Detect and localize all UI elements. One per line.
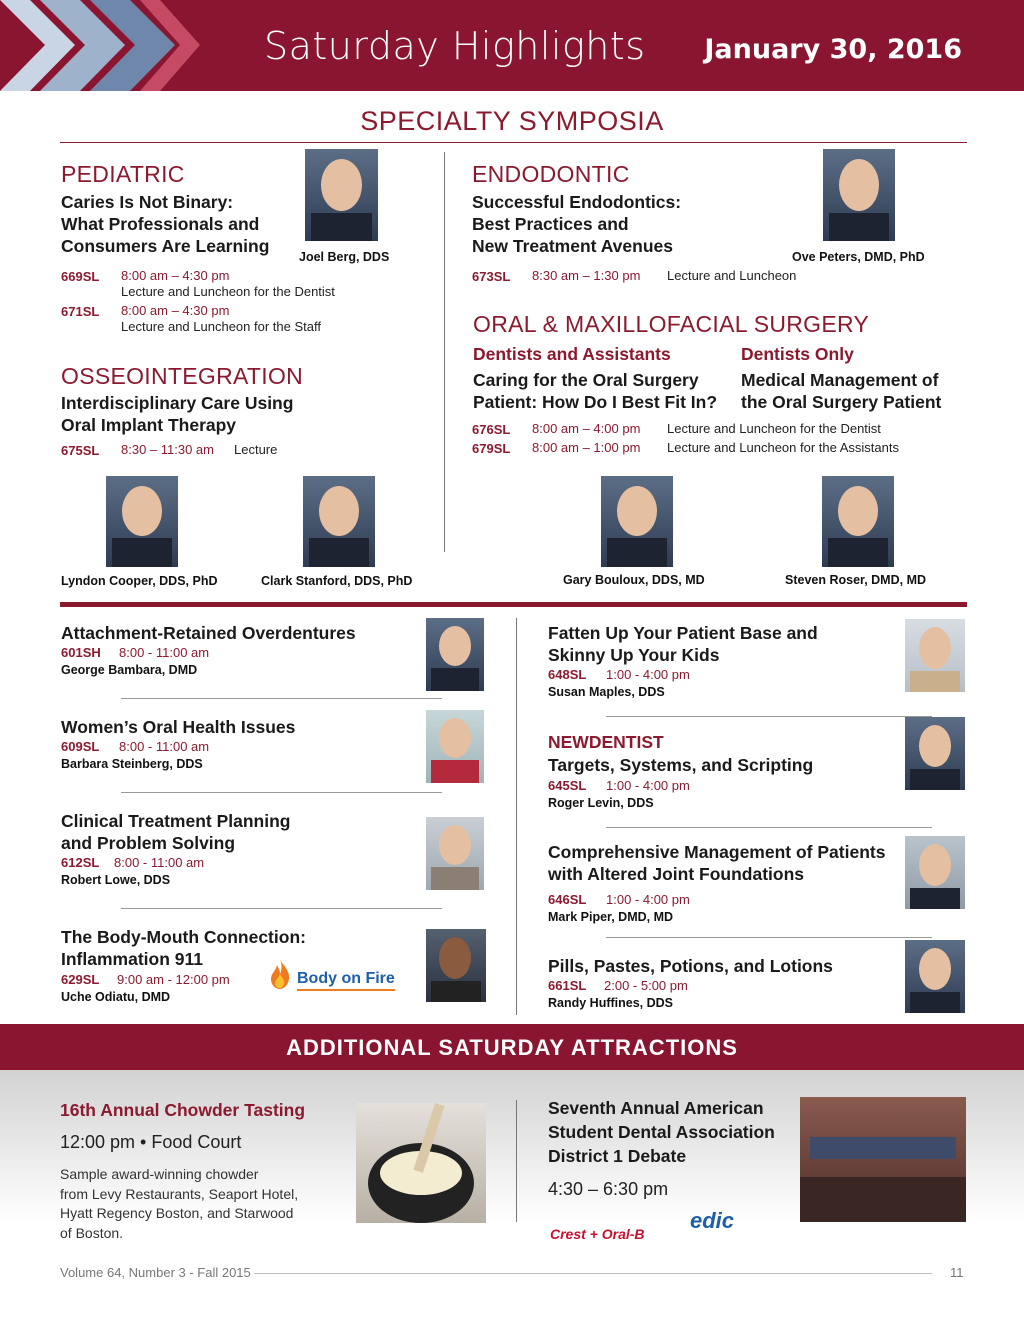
page-header [0,0,1024,91]
debate-time: 4:30 – 6:30 pm [548,1179,669,1199]
column-divider [516,618,517,1015]
course-time: 8:00 - 11:00 am [119,739,210,754]
endo-heading: ENDODONTIC [472,161,630,187]
course-time: 8:00 - 11:00 am [119,645,210,660]
page-title: Saturday Highlights [264,24,646,68]
attractions-title: ADDITIONAL SATURDAY ATTRACTIONS [286,1035,738,1060]
course-time: 1:00 - 4:00 pm [606,667,690,682]
course-desc: Lecture and Luncheon for the Staff [121,319,321,334]
speaker-photo [905,619,965,692]
course-code: 675SL [61,443,100,458]
speaker-name: Gary Bouloux, DDS, MD [563,573,705,587]
body-on-fire-logo: Body on Fire [297,970,395,991]
speaker-photo [905,940,965,1013]
course-time: 9:00 am - 12:00 pm [117,972,230,987]
course-title: Fatten Up Your Patient Base and Skinny Up Your Kids [548,623,818,665]
speaker-photo [303,476,375,567]
course-code: 645SL [548,778,587,793]
course-time: 2:00 - 5:00 pm [604,978,688,993]
speaker-photo [823,149,895,241]
course-code: 673SL [472,269,511,284]
newdentist-label: NEWDENTIST [548,732,664,752]
course-desc: Lecture and Luncheon [667,268,797,283]
course-title: Targets, Systems, and Scripting [548,755,814,775]
divider [121,698,442,699]
chowder-photo [356,1103,486,1223]
column-divider [516,1100,517,1222]
course-code: 676SL [472,422,511,437]
divider [606,827,932,828]
speaker-name: Steven Roser, DMD, MD [785,573,927,587]
course-code: 669SL [61,269,100,284]
issue-info: Volume 64, Number 3 - Fall 2015 [60,1265,251,1280]
speaker-photo [426,817,484,890]
course-title: Clinical Treatment Planning and Problem Solving [61,811,291,853]
course-title: The Body-Mouth Connection: Inflammation 911 [61,927,306,969]
speaker-photo [426,618,484,691]
divider [606,716,932,717]
column-divider [444,152,445,552]
divider [121,792,442,793]
course-title: Comprehensive Management of Patients with Altered Joint Foundations [548,842,886,884]
chowder-description: Sample award-winning chowder from Levy Restaurants, Seaport Hotel, Hyatt Regency Boston, and Starwood of Boston. [60,1166,299,1241]
pediatric-title: Caries Is Not Binary: What Professionals and Consumers Are Learning [61,192,270,256]
oral-left-title: Caring for the Oral Surgery Patient: How Do I Best Fit In? [473,370,718,412]
speaker-name: Clark Stanford, DDS, PhD [261,574,413,588]
course-time: 1:00 - 4:00 pm [606,892,690,907]
course-time: 8:00 - 11:00 am [114,855,205,870]
speaker-name: George Bambara, DMD [61,663,198,677]
pediatric-heading: PEDIATRIC [61,161,185,187]
speaker-name: Susan Maples, DDS [548,685,665,699]
symposia-title: SPECIALTY SYMPOSIA [360,106,664,136]
divider [606,937,932,938]
speaker-name: Ove Peters, DMD, PhD [792,250,925,264]
speaker-photo [822,476,894,567]
speaker-photo [426,710,484,783]
speaker-name: Barbara Steinberg, DDS [61,757,203,771]
course-code: 646SL [548,892,587,907]
chowder-title: 16th Annual Chowder Tasting [60,1100,306,1120]
debate-photo [800,1097,966,1222]
course-time: 8:00 am – 1:00 pm [532,440,641,455]
chevron-decoration [0,0,200,91]
course-title: Attachment-Retained Overdentures [61,623,356,643]
course-time: 8:00 am – 4:00 pm [532,421,641,436]
course-code: 601SH [61,645,101,660]
divider [121,908,442,909]
course-desc: Lecture and Luncheon for the Dentist [667,421,881,436]
speaker-name: Joel Berg, DDS [299,250,390,264]
audience-label: Dentists Only [741,344,854,364]
course-desc: Lecture and Luncheon for the Dentist [121,284,335,299]
course-time: 8:00 am – 4:30 pm [121,303,230,318]
page-number: 11 [950,1265,964,1280]
speaker-photo [905,717,965,790]
speaker-photo [305,149,378,241]
debate-title: Seventh Annual American Student Dental Association District 1 Debate [548,1098,775,1166]
course-code: 609SL [61,739,100,754]
course-code: 661SL [548,978,587,993]
event-date: January 30, 2016 [704,34,962,65]
course-code: 629SL [61,972,100,987]
speaker-name: Robert Lowe, DDS [61,873,171,887]
speaker-name: Uche Odiatu, DMD [61,990,171,1004]
speaker-name: Lyndon Cooper, DDS, PhD [61,574,218,588]
course-title: Pills, Pastes, Potions, and Lotions [548,956,833,976]
course-code: 648SL [548,667,587,682]
speaker-name: Mark Piper, DMD, MD [548,910,674,924]
course-time: 8:00 am – 4:30 pm [121,268,230,283]
audience-label: Dentists and Assistants [473,344,671,364]
speaker-name: Randy Huffines, DDS [548,996,674,1010]
osseo-title: Interdisciplinary Care Using Oral Implant Therapy [61,393,294,435]
course-code: 671SL [61,304,100,319]
edic-logo: edic [690,1208,735,1233]
osseo-heading: OSSEOINTEGRATION [61,363,304,389]
course-desc: Lecture and Luncheon for the Assistants [667,440,899,455]
endo-title: Successful Endodontics: Best Practices and New Treatment Avenues [472,192,682,256]
course-code: 612SL [61,855,100,870]
course-time: 8:30 am – 1:30 pm [532,268,641,283]
speaker-photo [905,836,965,909]
footer-rule [254,1273,932,1274]
oral-right-title: Medical Management of the Oral Surgery Patient [741,370,942,412]
course-title: Women’s Oral Health Issues [61,717,296,737]
course-code: 679SL [472,441,511,456]
chowder-time: 12:00 pm • Food Court [60,1132,242,1152]
course-time: 1:00 - 4:00 pm [606,778,690,793]
flame-icon [269,958,291,990]
course-desc: Lecture [234,442,278,457]
speaker-name: Roger Levin, DDS [548,796,654,810]
speaker-photo [106,476,178,567]
oral-surgery-heading: ORAL & MAXILLOFACIAL SURGERY [473,311,870,337]
crest-oralb-logo: Crest + Oral-B [550,1226,645,1242]
course-time: 8:30 – 11:30 am [121,442,214,457]
speaker-photo [426,929,486,1002]
divider [60,142,967,143]
speaker-photo [601,476,673,567]
section-divider [60,602,967,607]
